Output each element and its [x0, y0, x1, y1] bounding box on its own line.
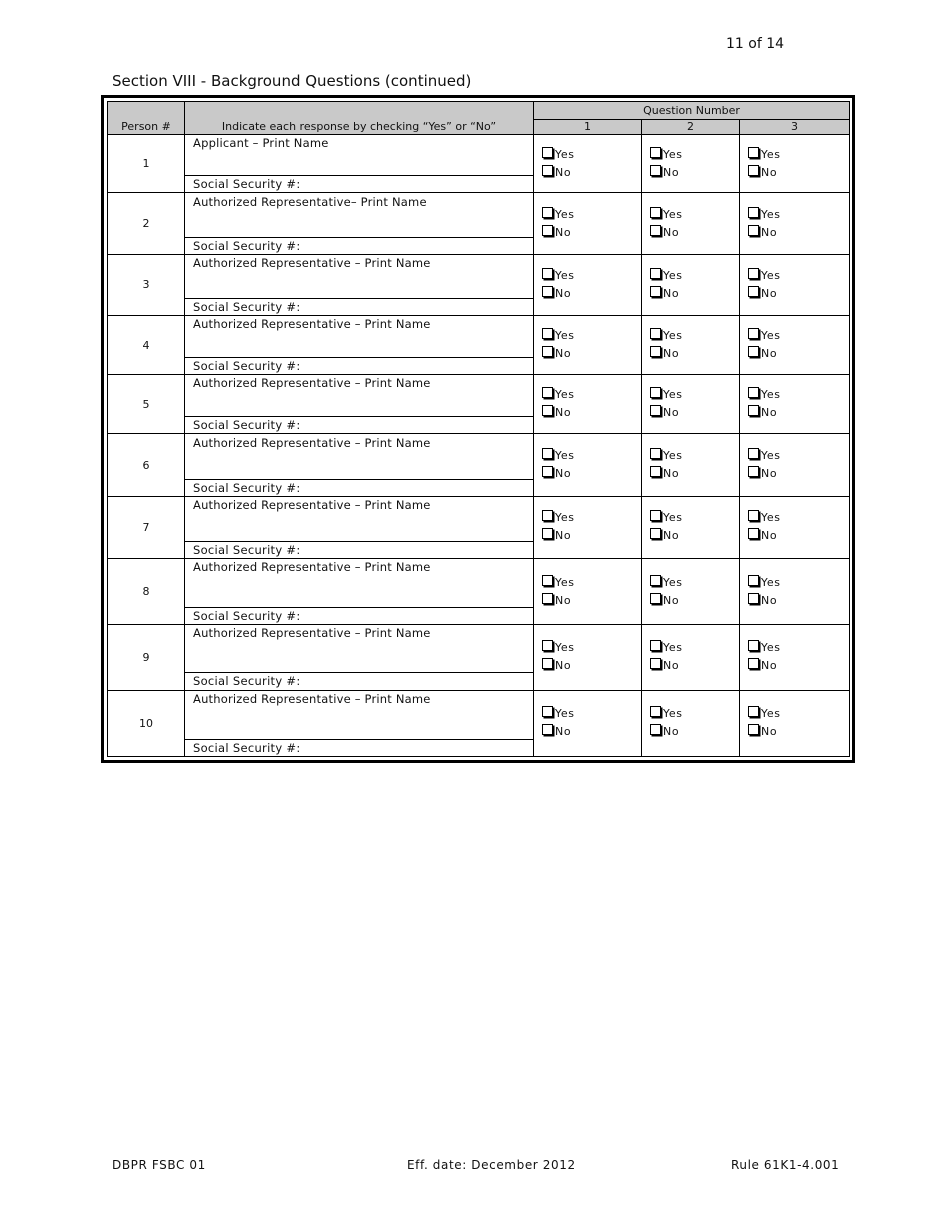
yes-label: Yes [761, 388, 781, 402]
no-label: No [761, 529, 778, 543]
print-name-field[interactable]: Authorized Representative – Print Name [185, 255, 533, 299]
no-option[interactable] [650, 404, 739, 422]
yes-option[interactable] [748, 574, 849, 592]
no-label: No [555, 725, 572, 739]
no-option[interactable] [542, 164, 641, 182]
yes-label: Yes [555, 707, 575, 721]
yes-option[interactable] [542, 267, 641, 285]
yes-checkbox[interactable] [650, 706, 661, 717]
no-option[interactable] [542, 592, 641, 610]
no-option[interactable] [748, 657, 849, 675]
person-number: 8 [108, 559, 185, 625]
no-label: No [761, 593, 778, 607]
yes-checkbox[interactable] [650, 207, 661, 218]
person-number: 3 [108, 254, 185, 315]
yes-option[interactable] [650, 267, 739, 285]
yes-checkbox[interactable] [542, 147, 553, 158]
background-questions-form [101, 95, 855, 763]
question-3-answer [740, 434, 850, 496]
no-checkbox[interactable] [748, 724, 759, 735]
name-ssn-cell [185, 690, 534, 756]
question-2-answer [642, 559, 740, 625]
no-checkbox[interactable] [542, 165, 553, 176]
yes-option[interactable] [650, 509, 739, 527]
yes-label: Yes [555, 207, 575, 221]
name-ssn-cell [185, 254, 534, 315]
person-row [108, 690, 850, 756]
yes-checkbox[interactable] [542, 328, 553, 339]
name-ssn-fields [185, 194, 533, 254]
yes-checkbox[interactable] [542, 575, 553, 586]
no-label: No [663, 659, 680, 673]
question-3-answer [740, 496, 850, 558]
question-number: 1 [534, 120, 642, 135]
yes-label: Yes [555, 449, 575, 463]
question-3-answer [740, 135, 850, 193]
person-column-header: Person # [108, 102, 185, 135]
yes-checkbox[interactable] [542, 448, 553, 459]
yes-option[interactable] [542, 574, 641, 592]
no-option[interactable] [748, 285, 849, 303]
yes-option[interactable] [542, 705, 641, 723]
yes-option[interactable] [650, 146, 739, 164]
question-3-answer [740, 690, 850, 756]
question-2-answer [642, 496, 740, 558]
no-label: No [555, 406, 572, 420]
yes-checkbox[interactable] [748, 328, 759, 339]
no-option[interactable] [542, 345, 641, 363]
person-number: 10 [108, 690, 185, 756]
no-label: No [555, 529, 572, 543]
print-name-field[interactable]: Authorized Representative – Print Name [185, 559, 533, 608]
no-option[interactable] [542, 657, 641, 675]
yes-option[interactable] [748, 327, 849, 345]
no-checkbox[interactable] [650, 528, 661, 539]
no-option[interactable] [650, 527, 739, 545]
yes-option[interactable] [748, 267, 849, 285]
name-ssn-fields [185, 375, 533, 433]
no-option[interactable] [542, 404, 641, 422]
yes-checkbox[interactable] [650, 640, 661, 651]
question-3-answer [740, 315, 850, 374]
no-checkbox[interactable] [650, 225, 661, 236]
yes-checkbox[interactable] [748, 640, 759, 651]
social-security-field[interactable]: Social Security #: [193, 740, 301, 755]
no-checkbox[interactable] [542, 658, 553, 669]
yes-option[interactable] [650, 639, 739, 657]
yes-option[interactable] [748, 146, 849, 164]
question-number: 3 [740, 120, 850, 135]
person-number: 9 [108, 625, 185, 690]
question-2-answer [642, 690, 740, 756]
question-1-answer [534, 434, 642, 496]
question-1-answer [534, 193, 642, 254]
yes-checkbox[interactable] [542, 706, 553, 717]
name-ssn-cell [185, 315, 534, 374]
name-ssn-fields [185, 255, 533, 315]
print-name-field[interactable]: Applicant – Print Name [185, 135, 533, 176]
no-option[interactable] [650, 592, 739, 610]
question-3-answer [740, 254, 850, 315]
name-ssn-fields [185, 625, 533, 689]
yes-checkbox[interactable] [650, 448, 661, 459]
question-2-answer [642, 135, 740, 193]
person-row [108, 254, 850, 315]
no-label: No [555, 165, 572, 179]
yes-label: Yes [663, 207, 683, 221]
name-ssn-cell [185, 375, 534, 434]
no-option[interactable] [748, 465, 849, 483]
name-ssn-cell [185, 559, 534, 625]
social-security-field[interactable]: Social Security #: [193, 609, 301, 624]
print-name-field[interactable]: Authorized Representative – Print Name [185, 497, 533, 542]
no-option[interactable] [542, 465, 641, 483]
no-option[interactable] [748, 345, 849, 363]
yes-checkbox[interactable] [748, 147, 759, 158]
yes-checkbox[interactable] [650, 510, 661, 521]
yes-option[interactable] [748, 639, 849, 657]
no-option[interactable] [748, 224, 849, 242]
question-1-answer [534, 375, 642, 434]
no-checkbox[interactable] [542, 528, 553, 539]
question-1-answer [534, 559, 642, 625]
yes-option[interactable] [650, 327, 739, 345]
no-option[interactable] [542, 224, 641, 242]
name-ssn-cell [185, 434, 534, 496]
no-option[interactable] [650, 465, 739, 483]
footer-form-id: DBPR FSBC 01 [112, 1158, 206, 1172]
question-3-answer [740, 559, 850, 625]
no-checkbox[interactable] [542, 405, 553, 416]
no-label: No [663, 286, 680, 300]
question-3-answer [740, 625, 850, 690]
no-label: No [663, 347, 680, 361]
person-number: 4 [108, 315, 185, 374]
yes-label: Yes [663, 329, 683, 343]
no-option[interactable] [650, 164, 739, 182]
name-ssn-fields [185, 435, 533, 496]
no-checkbox[interactable] [542, 225, 553, 236]
question-number: 2 [642, 120, 740, 135]
question-1-answer [534, 315, 642, 374]
name-ssn-cell [185, 496, 534, 558]
yes-option[interactable] [542, 146, 641, 164]
no-label: No [663, 406, 680, 420]
print-name-field[interactable]: Authorized Representative – Print Name [185, 375, 533, 417]
background-questions-table [107, 101, 850, 757]
no-checkbox[interactable] [650, 286, 661, 297]
no-label: No [761, 659, 778, 673]
social-security-field[interactable]: Social Security #: [193, 480, 301, 495]
yes-option[interactable] [542, 639, 641, 657]
yes-option[interactable] [542, 206, 641, 224]
no-label: No [555, 225, 572, 239]
yes-checkbox[interactable] [650, 387, 661, 398]
yes-label: Yes [663, 707, 683, 721]
no-label: No [761, 725, 778, 739]
yes-checkbox[interactable] [542, 510, 553, 521]
yes-label: Yes [761, 707, 781, 721]
yes-option[interactable] [650, 705, 739, 723]
name-ssn-cell [185, 135, 534, 193]
no-label: No [761, 406, 778, 420]
no-checkbox[interactable] [650, 346, 661, 357]
question-2-answer [642, 315, 740, 374]
person-row [108, 434, 850, 496]
no-checkbox[interactable] [748, 165, 759, 176]
page-number: 11 of 14 [726, 36, 785, 52]
person-row [108, 496, 850, 558]
yes-label: Yes [761, 641, 781, 655]
no-checkbox[interactable] [748, 658, 759, 669]
no-label: No [761, 467, 778, 481]
yes-option[interactable] [542, 447, 641, 465]
yes-label: Yes [761, 575, 781, 589]
yes-label: Yes [555, 388, 575, 402]
footer-effective-date: Eff. date: December 2012 [407, 1158, 576, 1172]
yes-label: Yes [761, 329, 781, 343]
no-checkbox[interactable] [748, 528, 759, 539]
name-ssn-fields [185, 497, 533, 558]
yes-label: Yes [663, 641, 683, 655]
question-1-answer [534, 625, 642, 690]
yes-label: Yes [555, 329, 575, 343]
question-2-answer [642, 625, 740, 690]
no-label: No [555, 593, 572, 607]
yes-option[interactable] [542, 327, 641, 345]
yes-label: Yes [555, 641, 575, 655]
yes-checkbox[interactable] [748, 510, 759, 521]
no-label: No [555, 286, 572, 300]
header-row [108, 102, 850, 120]
question-2-answer [642, 193, 740, 254]
no-checkbox[interactable] [748, 466, 759, 477]
no-checkbox[interactable] [650, 658, 661, 669]
question-1-answer [534, 496, 642, 558]
yes-option[interactable] [542, 386, 641, 404]
no-option[interactable] [542, 527, 641, 545]
name-ssn-fields [185, 559, 533, 624]
no-checkbox[interactable] [748, 346, 759, 357]
name-ssn-cell [185, 193, 534, 254]
print-name-field[interactable]: Authorized Representative – Print Name [185, 316, 533, 358]
person-row [108, 625, 850, 690]
print-name-field[interactable]: Authorized Representative– Print Name [185, 194, 533, 238]
yes-checkbox[interactable] [748, 268, 759, 279]
yes-label: Yes [663, 147, 683, 161]
person-row [108, 375, 850, 434]
yes-checkbox[interactable] [542, 387, 553, 398]
person-row [108, 193, 850, 254]
yes-checkbox[interactable] [650, 328, 661, 339]
yes-checkbox[interactable] [748, 207, 759, 218]
yes-label: Yes [663, 575, 683, 589]
yes-label: Yes [555, 575, 575, 589]
yes-checkbox[interactable] [542, 268, 553, 279]
social-security-field[interactable]: Social Security #: [193, 238, 301, 253]
no-option[interactable] [650, 723, 739, 741]
question-1-answer [534, 135, 642, 193]
no-option[interactable] [748, 404, 849, 422]
yes-label: Yes [761, 268, 781, 282]
no-option[interactable] [542, 285, 641, 303]
question-2-answer [642, 254, 740, 315]
no-option[interactable] [748, 164, 849, 182]
no-label: No [555, 347, 572, 361]
question-3-answer [740, 375, 850, 434]
person-number: 6 [108, 434, 185, 496]
no-label: No [761, 225, 778, 239]
name-ssn-fields [185, 691, 533, 756]
no-checkbox[interactable] [650, 405, 661, 416]
yes-label: Yes [761, 207, 781, 221]
no-option[interactable] [748, 723, 849, 741]
no-option[interactable] [650, 285, 739, 303]
yes-label: Yes [555, 147, 575, 161]
yes-option[interactable] [650, 386, 739, 404]
no-checkbox[interactable] [650, 466, 661, 477]
social-security-field[interactable]: Social Security #: [193, 674, 301, 689]
no-checkbox[interactable] [542, 724, 553, 735]
yes-option[interactable] [748, 206, 849, 224]
no-checkbox[interactable] [542, 593, 553, 604]
yes-label: Yes [663, 388, 683, 402]
print-name-field[interactable]: Authorized Representative – Print Name [185, 435, 533, 480]
person-row [108, 135, 850, 193]
name-ssn-fields [185, 316, 533, 374]
no-checkbox[interactable] [748, 405, 759, 416]
name-ssn-cell [185, 625, 534, 690]
yes-option[interactable] [650, 574, 739, 592]
social-security-field[interactable]: Social Security #: [193, 177, 301, 192]
section-title: Section VIII - Background Questions (continued) [112, 72, 472, 90]
social-security-field[interactable]: Social Security #: [193, 359, 301, 374]
no-option[interactable] [650, 224, 739, 242]
no-label: No [761, 286, 778, 300]
person-number: 1 [108, 135, 185, 193]
question-1-answer [534, 254, 642, 315]
yes-label: Yes [761, 511, 781, 525]
yes-checkbox[interactable] [542, 640, 553, 651]
question-3-answer [740, 193, 850, 254]
social-security-field[interactable]: Social Security #: [193, 299, 301, 314]
no-option[interactable] [748, 527, 849, 545]
no-checkbox[interactable] [542, 466, 553, 477]
no-checkbox[interactable] [542, 346, 553, 357]
footer-rule: Rule 61K1-4.001 [731, 1158, 840, 1172]
yes-option[interactable] [650, 447, 739, 465]
yes-checkbox[interactable] [748, 448, 759, 459]
yes-label: Yes [663, 268, 683, 282]
yes-checkbox[interactable] [748, 387, 759, 398]
yes-checkbox[interactable] [748, 575, 759, 586]
no-checkbox[interactable] [748, 225, 759, 236]
yes-option[interactable] [748, 386, 849, 404]
yes-label: Yes [663, 511, 683, 525]
social-security-field[interactable]: Social Security #: [193, 418, 301, 433]
yes-label: Yes [761, 449, 781, 463]
no-option[interactable] [650, 345, 739, 363]
no-label: No [663, 725, 680, 739]
question-2-answer [642, 434, 740, 496]
question-number-header: Question Number [534, 102, 850, 120]
person-number: 7 [108, 496, 185, 558]
no-option[interactable] [542, 723, 641, 741]
no-checkbox[interactable] [542, 286, 553, 297]
no-label: No [663, 529, 680, 543]
yes-option[interactable] [542, 509, 641, 527]
no-label: No [761, 347, 778, 361]
no-label: No [663, 165, 680, 179]
person-row [108, 559, 850, 625]
yes-checkbox[interactable] [542, 207, 553, 218]
yes-option[interactable] [748, 509, 849, 527]
yes-checkbox[interactable] [748, 706, 759, 717]
no-option[interactable] [748, 592, 849, 610]
yes-label: Yes [555, 268, 575, 282]
no-label: No [555, 467, 572, 481]
no-checkbox[interactable] [748, 593, 759, 604]
yes-option[interactable] [748, 447, 849, 465]
yes-option[interactable] [748, 705, 849, 723]
no-label: No [555, 659, 572, 673]
social-security-field[interactable]: Social Security #: [193, 542, 301, 557]
no-checkbox[interactable] [650, 593, 661, 604]
no-checkbox[interactable] [650, 724, 661, 735]
yes-checkbox[interactable] [650, 147, 661, 158]
yes-label: Yes [555, 511, 575, 525]
instruction-column-header: Indicate each response by checking “Yes” or “No” [185, 102, 534, 135]
yes-checkbox[interactable] [650, 575, 661, 586]
yes-checkbox[interactable] [650, 268, 661, 279]
name-ssn-fields [185, 135, 533, 192]
yes-label: Yes [663, 449, 683, 463]
no-label: No [663, 225, 680, 239]
no-label: No [663, 467, 680, 481]
print-name-field[interactable]: Authorized Representative – Print Name [185, 691, 533, 740]
no-label: No [663, 593, 680, 607]
no-checkbox[interactable] [650, 165, 661, 176]
yes-option[interactable] [650, 206, 739, 224]
person-number: 2 [108, 193, 185, 254]
no-checkbox[interactable] [748, 286, 759, 297]
person-number: 5 [108, 375, 185, 434]
question-2-answer [642, 375, 740, 434]
yes-label: Yes [761, 147, 781, 161]
no-label: No [761, 165, 778, 179]
question-1-answer [534, 690, 642, 756]
no-option[interactable] [650, 657, 739, 675]
print-name-field[interactable]: Authorized Representative – Print Name [185, 625, 533, 673]
person-row [108, 315, 850, 374]
